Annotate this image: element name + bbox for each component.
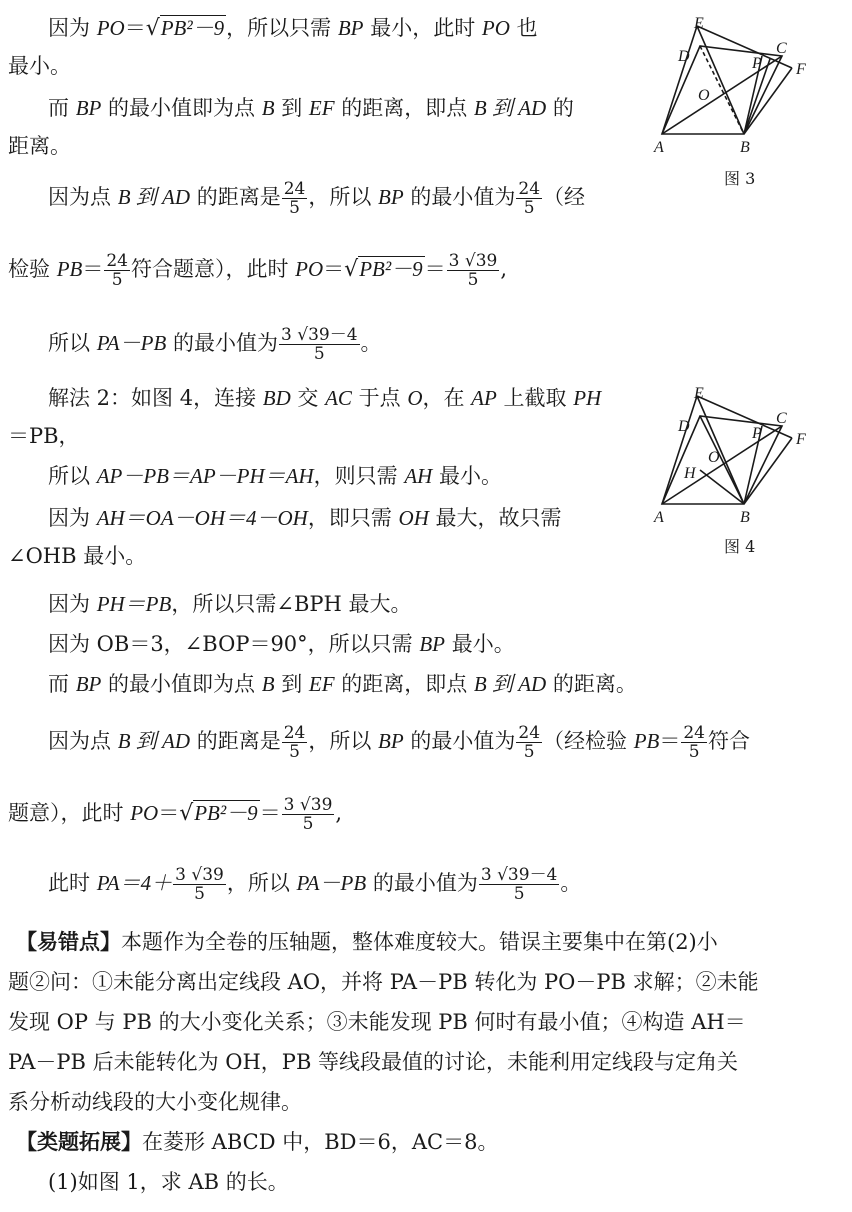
text-line-2: 最小。 <box>8 54 71 78</box>
label-e: E <box>694 386 704 402</box>
label-d: D <box>678 418 690 435</box>
text-line-6: 检验 PB＝ $\frac{24}{5}$ 符合题意），此时 PO＝√PB²－9＝ $\frac{3 √39}{5}$ , <box>8 251 508 290</box>
text-line-24: 【类题拓展】在菱形 ABCD 中，BD＝6，AC＝8。 <box>16 1129 499 1154</box>
fraction-24-5: $\frac{24}{5}$ <box>283 179 306 218</box>
label-p: P <box>752 55 762 72</box>
text-line-13: 因为 PH＝PB，所以只需∠BPH 最大。 <box>48 592 412 616</box>
text-line-5: 因为点 B 到 AD 的距离是 $\frac{24}{5}$ ，所以 BP 的最小值为 $\frac{24}{5}$ （经 <box>48 179 586 218</box>
label-h: H <box>684 465 696 482</box>
label-f: F <box>796 431 806 448</box>
text-line-20: 题②问：①未能分离出定线段 AO，并将 PA－PB 转化为 PO－PB 求解；②未能 <box>8 970 759 994</box>
text-line-23: 系分析动线段的大小变化规律。 <box>8 1090 302 1114</box>
figure-4-caption: 图 4 <box>724 537 756 556</box>
text-line-3: 而 BP 的最小值即为点 B 到 EF 的距离，即点 B 到 AD 的 <box>48 96 574 120</box>
text-line-19: 【易错点】本题作为全卷的压轴题，整体难度较大。错误主要集中在第(2)小 <box>16 929 718 954</box>
text-line-21: 发现 OP 与 PB 的大小变化关系；③未能发现 PB 何时有最小值；④构造 AH＝ <box>8 1010 746 1034</box>
text-line-4: 距离。 <box>8 134 71 158</box>
label-c: C <box>776 40 787 57</box>
text-line-15: 而 BP 的最小值即为点 B 到 EF 的距离，即点 B 到 AD 的距离。 <box>48 672 637 696</box>
label-b: B <box>740 509 750 526</box>
label-a: A <box>654 509 664 526</box>
text-line-10: 所以 AP－PB＝AP－PH＝AH，则只需 AH 最小。 <box>48 464 503 488</box>
text-line-16: 因为点 B 到 AD 的距离是 $\frac{24}{5}$ ，所以 BP 的最小值为 $\frac{24}{5}$ （经检验 PB＝ $\frac{24}{5}$ 符合 <box>48 723 750 762</box>
label-p: P <box>752 425 762 442</box>
sqrt-expression: √PB²－9 <box>145 16 225 41</box>
text-line-8: 解法 2：如图 4，连接 BD 交 AC 于点 O，在 AP 上截取 PH <box>48 386 602 410</box>
text-line-18: 此时 PA＝4＋ $\frac{3 √39}{5}$ ，所以 PA－PB 的最小值为 $\frac{3 √39-4}{5}$ 。 <box>48 865 582 904</box>
text-line-12: ∠OHB 最小。 <box>8 544 147 568</box>
figure-4-diagram <box>652 386 822 526</box>
text-line-25: (1)如图 1，求 AB 的长。 <box>48 1170 289 1194</box>
text-line-9: ＝PB， <box>8 424 80 448</box>
label-a: A <box>654 139 664 156</box>
label-c: C <box>776 410 787 427</box>
text-line-7: 所以 PA－PB 的最小值为 $\frac{3 √39-4}{5}$ 。 <box>48 325 382 364</box>
text-line-22: PA－PB 后未能转化为 OH，PB 等线段最值的讨论，未能利用定线段与定角关 <box>8 1050 739 1074</box>
label-o: O <box>698 87 710 104</box>
label-d: D <box>678 48 690 65</box>
fraction-24-5: $\frac{24}{5}$ <box>518 179 541 218</box>
text-line-11: 因为 AH＝OA－OH＝4－OH，即只需 OH 最大，故只需 <box>48 506 562 530</box>
text-line-14: 因为 OB＝3，∠BOP＝90°，所以只需 BP 最小。 <box>48 632 515 656</box>
label-f: F <box>796 61 806 78</box>
text-line-17: 题意），此时 PO＝√PB²－9＝ $\frac{3 √39}{5}$ , <box>8 795 343 834</box>
figure-3-diagram <box>652 16 822 156</box>
label-e: E <box>694 16 704 32</box>
text-line-1: 因为 PO＝√PB²－9，所以只需 BP 最小，此时 PO 也 <box>48 16 538 41</box>
label-o: O <box>708 449 720 466</box>
figure-3-caption: 图 3 <box>724 169 756 188</box>
label-b: B <box>740 139 750 156</box>
